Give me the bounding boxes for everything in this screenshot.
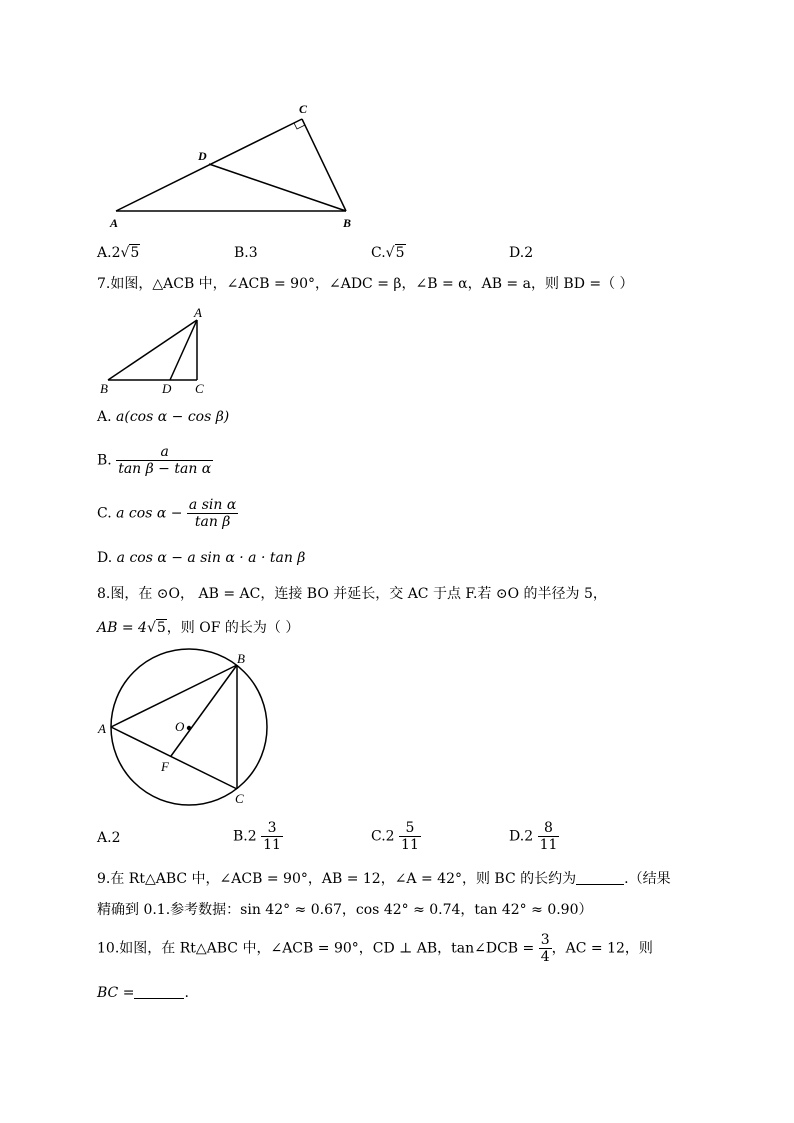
q8-option-a[interactable]: A.2	[97, 830, 121, 846]
q10-answer-blank[interactable]	[134, 984, 184, 999]
segment-cb	[302, 119, 346, 211]
q10-stem-line2: BC = .	[97, 985, 189, 1001]
right-angle-mark	[294, 123, 305, 129]
q7-option-a[interactable]: A. a(cos α − cos β)	[97, 409, 230, 425]
q10-stem-line1: 10.如图，在 Rt△ABC 中，∠ACB = 90°，CD ⊥ AB，tan∠DCB = $\frac{3}{4}$ ，AC = 12，则	[97, 932, 653, 965]
q8-stem-line2: AB = 4√5，则 OF 的长为（ ）	[97, 620, 300, 636]
figure-q7-triangle	[90, 305, 220, 400]
q7-option-c[interactable]: C. a cos α − $\frac{\text{a sin α}}{\text{tan β}}$	[97, 497, 237, 530]
center-dot-o	[187, 726, 191, 730]
q9-stem-line1: 9.在 Rt△ABC 中，∠ACB = 90°，AB = 12，∠A = 42°，则 BC 的长约为 .（结果	[97, 871, 671, 887]
q7-option-b[interactable]: B. $\frac{a}{\text{tan β − tan α}}$	[97, 444, 212, 477]
figure-q8-circle	[95, 648, 285, 810]
q8-label-o: O	[175, 719, 185, 734]
q6-option-b[interactable]: B.3	[234, 245, 258, 261]
segment-db	[209, 164, 346, 211]
point-label-b: B	[343, 216, 352, 230]
chord-ab	[111, 665, 237, 727]
point-label-a: A	[110, 216, 119, 230]
q8-label-c: C	[235, 791, 244, 806]
q8-label-a: A	[98, 721, 106, 736]
q7-label-b: B	[100, 381, 108, 396]
q7-label-d: D	[162, 381, 172, 396]
q7-label-a: A	[194, 305, 202, 320]
q6-option-c[interactable]: C.√5	[371, 245, 405, 261]
q8-option-b[interactable]: B.2 $\frac{3}{11}$	[233, 820, 281, 853]
chord-ac	[111, 727, 237, 789]
q6-option-d[interactable]: D.2	[509, 245, 534, 261]
q9-stem-line2: 精确到 0.1.参考数据：sin 42° ≈ 0.67，cos 42° ≈ 0.74，tan 42° ≈ 0.90）	[97, 902, 593, 918]
q7-option-d[interactable]: D. a cos α − a sin α · a · tan β	[97, 550, 306, 566]
q7-stem: 7.如图，△ACB 中，∠ACB = 90°，∠ADC = β，∠B = α，AB = a，则 BD =（ ）	[97, 276, 634, 292]
point-label-d: D	[198, 149, 207, 163]
q6-option-a[interactable]: A.2√5	[97, 245, 140, 261]
q8-option-d[interactable]: D.2 $\frac{8}{11}$	[509, 820, 558, 853]
q8-label-b: B	[237, 651, 245, 666]
q9-answer-blank[interactable]	[576, 870, 624, 885]
segment-ac	[116, 119, 302, 211]
q8-label-f: F	[161, 759, 169, 774]
q8-stem-line1: 8.图，在 ⊙O， AB = AC，连接 BO 并延长，交 AC 于点 F.若 ⊙O 的半径为 5，	[97, 586, 607, 602]
segment-bf	[171, 665, 237, 756]
figure-triangle-abc-d	[0, 0, 794, 240]
q7-label-c: C	[195, 381, 204, 396]
point-label-c: C	[299, 102, 308, 116]
q8-option-c[interactable]: C.2 $\frac{5}{11}$	[371, 820, 419, 853]
